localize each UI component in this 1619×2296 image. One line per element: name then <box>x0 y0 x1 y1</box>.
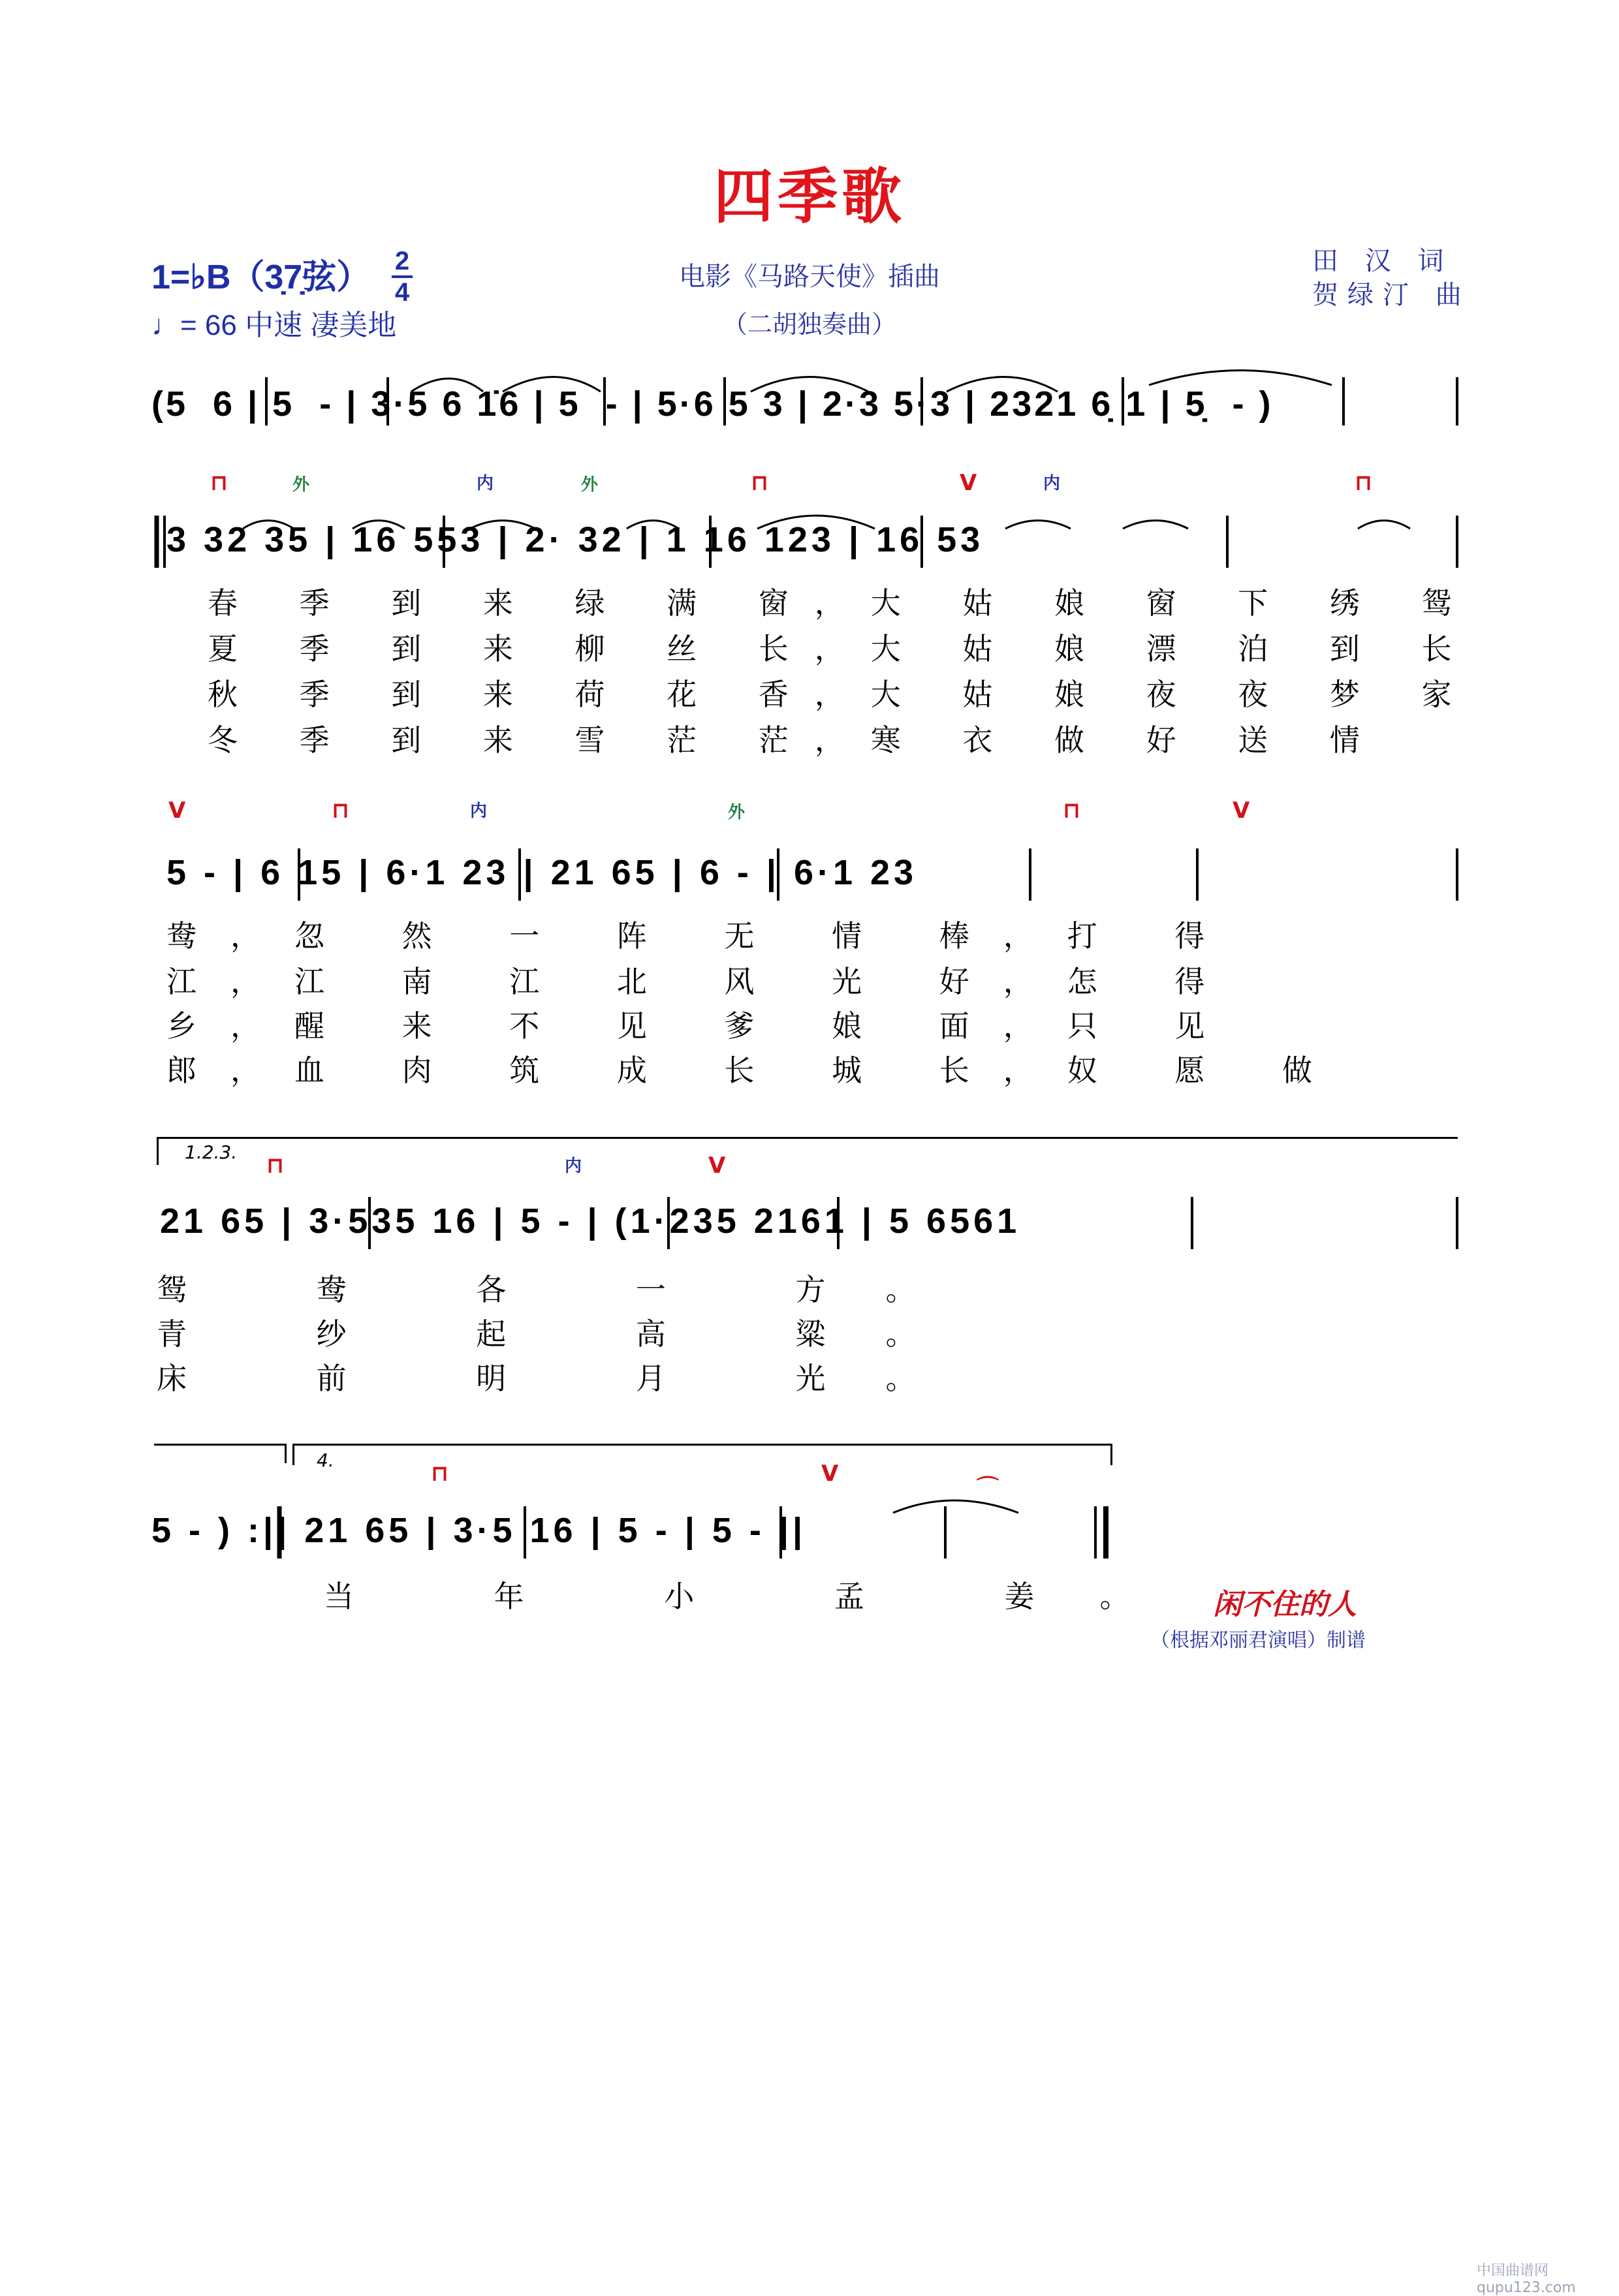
down-bow-icon: ⊓ <box>266 1153 285 1179</box>
lyric-verse-4: 当 年 小 孟 姜。 <box>324 1579 1195 1614</box>
lyric-verse-3: 乡，醒 来 不 见 爹 娘 面，只 见 <box>166 1008 1239 1044</box>
notes-row-2: 5 - | 6 15 | 6·1 23 | 21 65 | 6 - | 6·1 23 <box>166 853 918 892</box>
lyric-verse-3: 床 前 明 月 光。 <box>157 1361 976 1396</box>
up-bow-icon: V <box>1233 798 1250 824</box>
volta-bracket-4: 4. <box>292 1444 1112 1465</box>
transcriber-signature: 闲不住的人 <box>1213 1588 1357 1621</box>
subtitle: 电影《马路天使》插曲 <box>679 262 940 292</box>
up-bow-icon: V <box>168 798 186 824</box>
page-title: 四季歌 <box>713 161 905 232</box>
intro-line: (5 6 | 5 - | 3·5 6 1̇6 | 5 - | 5·6 5 3 | 2·3 5·3 | 2321 6̣ 1 | 5̣ - ) <box>151 384 1274 424</box>
down-bow-icon: ⊓ <box>1355 470 1373 496</box>
down-bow-icon: ⊓ <box>431 1461 449 1487</box>
notes-row-1: 3 32 35 | 16 553 | 2· 32 | 1 16 123 | 16 53 <box>166 520 984 559</box>
tempo-marking: ♩= 66 中速 凄美地 <box>151 309 397 341</box>
fermata-icon: ⌒ <box>977 1475 999 1501</box>
notes-row-4: 5 - ) :|| 21 65 | 3·5 16 | 5 - | 5 - || <box>151 1511 807 1550</box>
lyric-verse-2: 江，江 南 江 北 风 光 好，怎 得 <box>166 964 1239 999</box>
lyric-verse-1: 春 季 到 来 绿 满 窗，大 姑 娘 窗 下 绣 鸳 <box>208 585 1478 621</box>
up-bow-icon: V <box>708 1153 726 1179</box>
down-bow-icon: ⊓ <box>210 470 228 496</box>
down-bow-icon: ⊓ <box>332 798 350 824</box>
lyric-verse-1: 鸯，忽 然 一 阵 无 情 棒，打 得 <box>166 918 1239 954</box>
sub-subtitle: （二胡独奏曲） <box>722 310 896 339</box>
notes-row-3: 21 65 | 3·535 16 | 5 - | (1·235 2161 | 5 6561 <box>160 1202 1021 1241</box>
lyric-verse-4: 郎，血 肉 筑 成 长 城 长，奴 愿 做 <box>166 1053 1346 1088</box>
lyric-verse-2: 夏 季 到 来 柳 丝 长，大 姑 娘 漂 泊 到 长 <box>208 631 1478 666</box>
lyric-verse-1: 鸳 鸯 各 一 方。 <box>157 1272 976 1307</box>
key-signature: 1=♭B（3̣7̣弦） <box>151 258 371 296</box>
up-bow-icon: V <box>821 1461 839 1487</box>
finger-mark: 内 <box>477 474 494 493</box>
transcriber-note: （根据邓丽君演唱）制谱 <box>1150 1629 1366 1652</box>
finger-mark: 外 <box>581 475 599 495</box>
finger-mark: 外 <box>292 475 310 495</box>
composer-credit: 贺绿汀 曲 <box>1312 280 1471 310</box>
volta-bracket-1: 1.2.3. <box>157 1137 1458 1165</box>
lyric-verse-4: 冬 季 到 来 雪 茫 茫，寒 衣 做 好 送 情 <box>208 722 1386 758</box>
finger-mark: 内 <box>565 1156 582 1176</box>
down-bow-icon: ⊓ <box>751 470 769 496</box>
finger-mark: 内 <box>1043 474 1061 493</box>
time-signature: 2 4 <box>392 248 413 305</box>
down-bow-icon: ⊓ <box>1063 798 1081 824</box>
lyric-verse-2: 青 纱 起 高 粱。 <box>157 1316 976 1352</box>
watermark: 中国曲谱网 qupu123.com <box>1477 2263 1576 2296</box>
up-bow-icon: V <box>960 470 977 496</box>
finger-mark: 内 <box>470 801 488 821</box>
lyricist-credit: 田 汉 词 <box>1312 246 1453 276</box>
lyric-verse-3: 秋 季 到 来 荷 花 香，大 姑 娘 夜 夜 梦 家 <box>208 677 1478 712</box>
finger-mark: 外 <box>728 803 746 822</box>
